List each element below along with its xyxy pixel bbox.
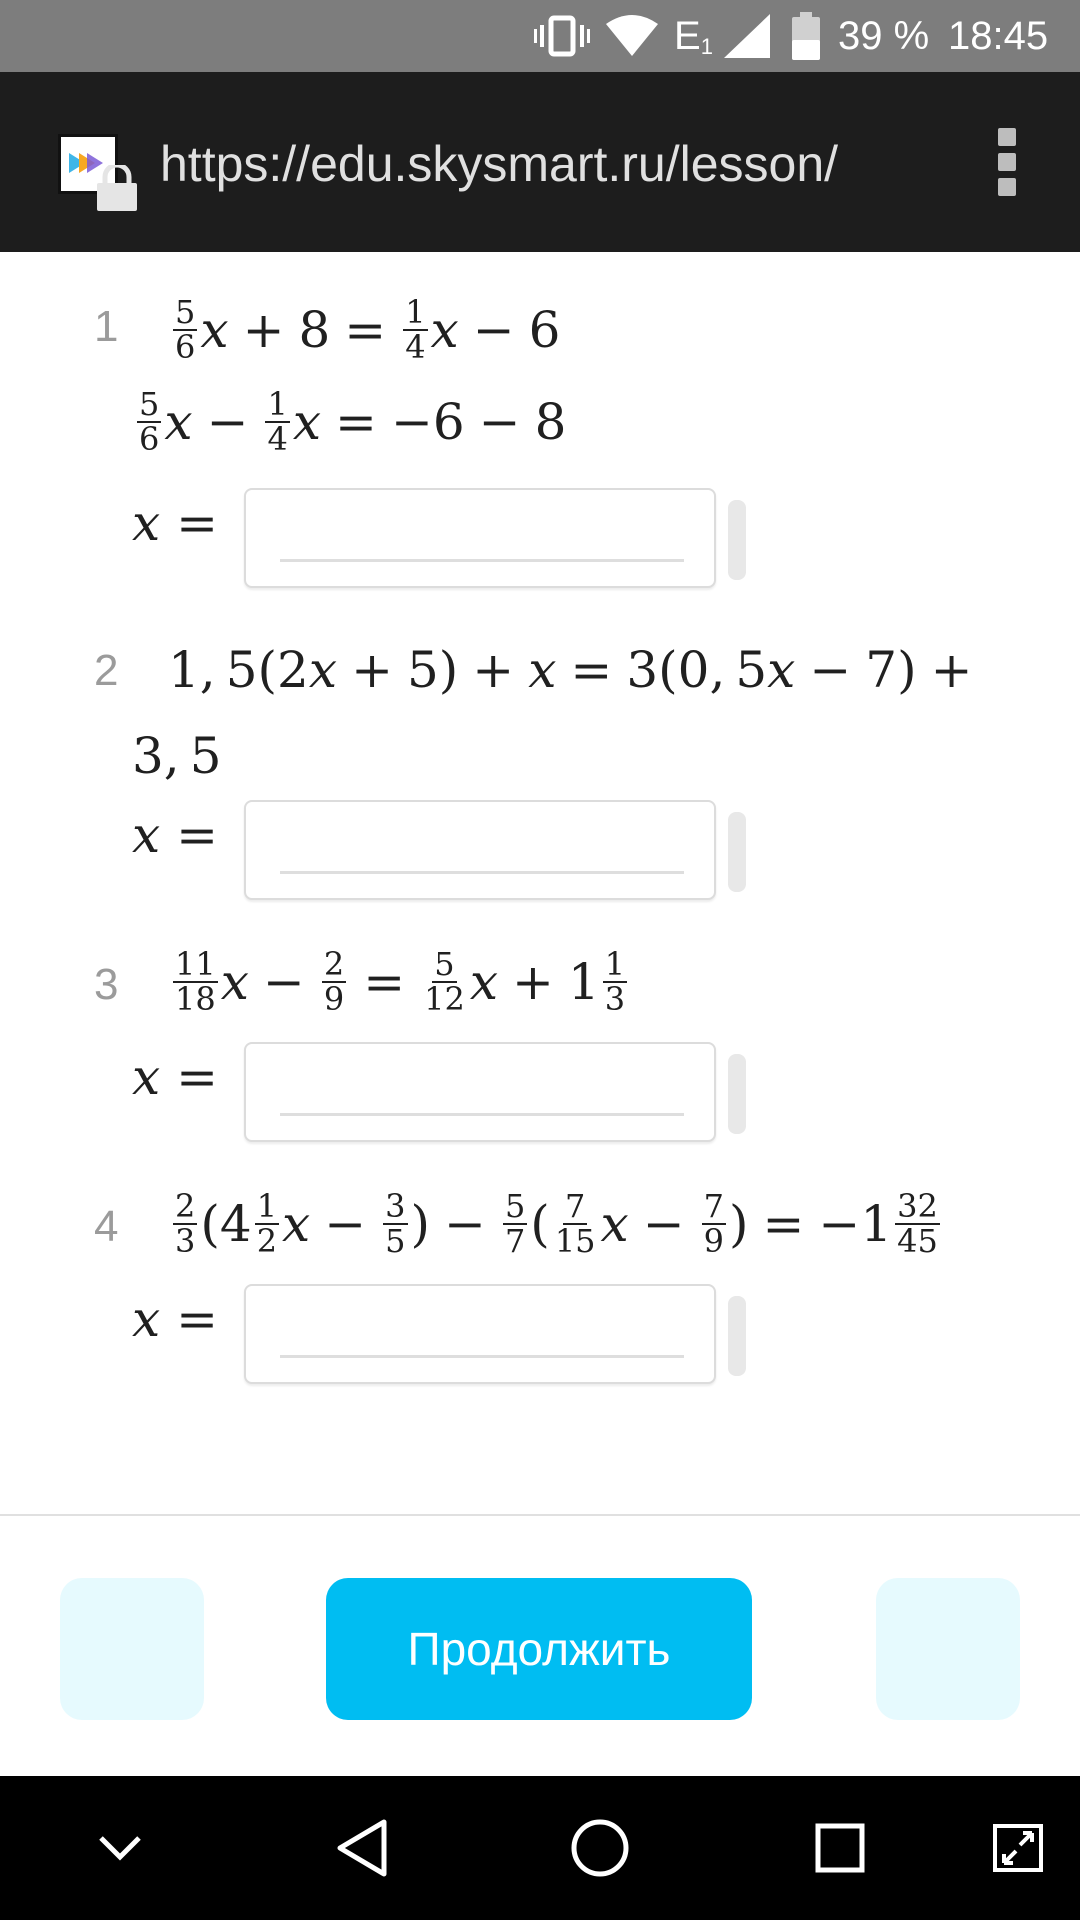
answer-label: x = <box>132 1290 218 1348</box>
answer-label: x = <box>132 1048 218 1106</box>
continue-button[interactable]: Продолжить <box>326 1578 752 1720</box>
answer-input-4[interactable] <box>280 1306 684 1358</box>
footer-divider <box>0 1514 1080 1516</box>
answer-box-3 <box>244 1042 716 1142</box>
recents-icon[interactable] <box>812 1776 868 1920</box>
answer-label: x = <box>132 494 218 552</box>
back-icon[interactable] <box>330 1776 394 1920</box>
status-bar <box>0 0 1080 72</box>
answer-label: x = <box>132 806 218 864</box>
lock-icon <box>97 165 137 211</box>
battery-percent: 39 % <box>838 13 930 58</box>
site-favicon-icon[interactable] <box>58 134 118 194</box>
next-button[interactable] <box>876 1578 1020 1720</box>
side-handle <box>728 812 746 892</box>
side-handle <box>728 1296 746 1376</box>
chevron-down-icon[interactable] <box>90 1776 150 1920</box>
home-icon[interactable] <box>568 1776 632 1920</box>
equation-2-continued: 3, 5 <box>132 727 222 785</box>
side-handle <box>728 1054 746 1134</box>
system-navigation-bar <box>0 1776 1080 1920</box>
equation-2: 1, 5(2 x + 5) + x = 3(0, 5 x − 7) + <box>168 641 973 699</box>
answer-box-2 <box>244 800 716 900</box>
answer-box-4 <box>244 1284 716 1384</box>
task-number: 2 <box>94 646 119 695</box>
task-number: 3 <box>94 960 119 1009</box>
answer-input-3[interactable] <box>280 1064 684 1116</box>
equation-4: $\frac{2}{3}$ (4 $\frac{1}{2}$ x − $\frac{3}{5}$ ) − $\frac{5}{7}$ ( $\frac{7}{15}$ x − $\frac{7}{9}$ ) = −1 $\frac{32}{45}$ <box>175 1187 938 1260</box>
signal-icon <box>724 0 770 72</box>
side-handle <box>728 500 746 580</box>
url-field[interactable]: https://edu.skysmart.ru/lesson/ <box>160 136 839 192</box>
battery-icon <box>792 0 820 72</box>
clock: 18:45 <box>948 13 1049 58</box>
network-type: E 1 <box>674 13 713 59</box>
overflow-menu-icon[interactable] <box>998 128 1020 196</box>
answer-input-2[interactable] <box>280 822 684 874</box>
equation-3: $\frac{11}{18}$ x − $\frac{2}{9}$ = $\frac{5}{12}$ x + 1 $\frac{1}{3}$ <box>175 945 626 1018</box>
answer-box-1 <box>244 488 716 588</box>
equation-1: $\frac{5}{6}$ x + 8 = $\frac{1}{4}$ x − 6 <box>175 293 561 366</box>
vibrate-icon <box>534 0 590 72</box>
pip-icon[interactable] <box>990 1776 1046 1920</box>
equation-1-step: $\frac{5}{6}$ x − $\frac{1}{4}$ x = −6 − 8 <box>139 385 567 458</box>
previous-button[interactable] <box>60 1578 204 1720</box>
wifi-icon <box>604 0 660 72</box>
answer-input-1[interactable] <box>280 510 684 562</box>
task-number: 4 <box>94 1202 119 1251</box>
task-number: 1 <box>94 302 119 351</box>
